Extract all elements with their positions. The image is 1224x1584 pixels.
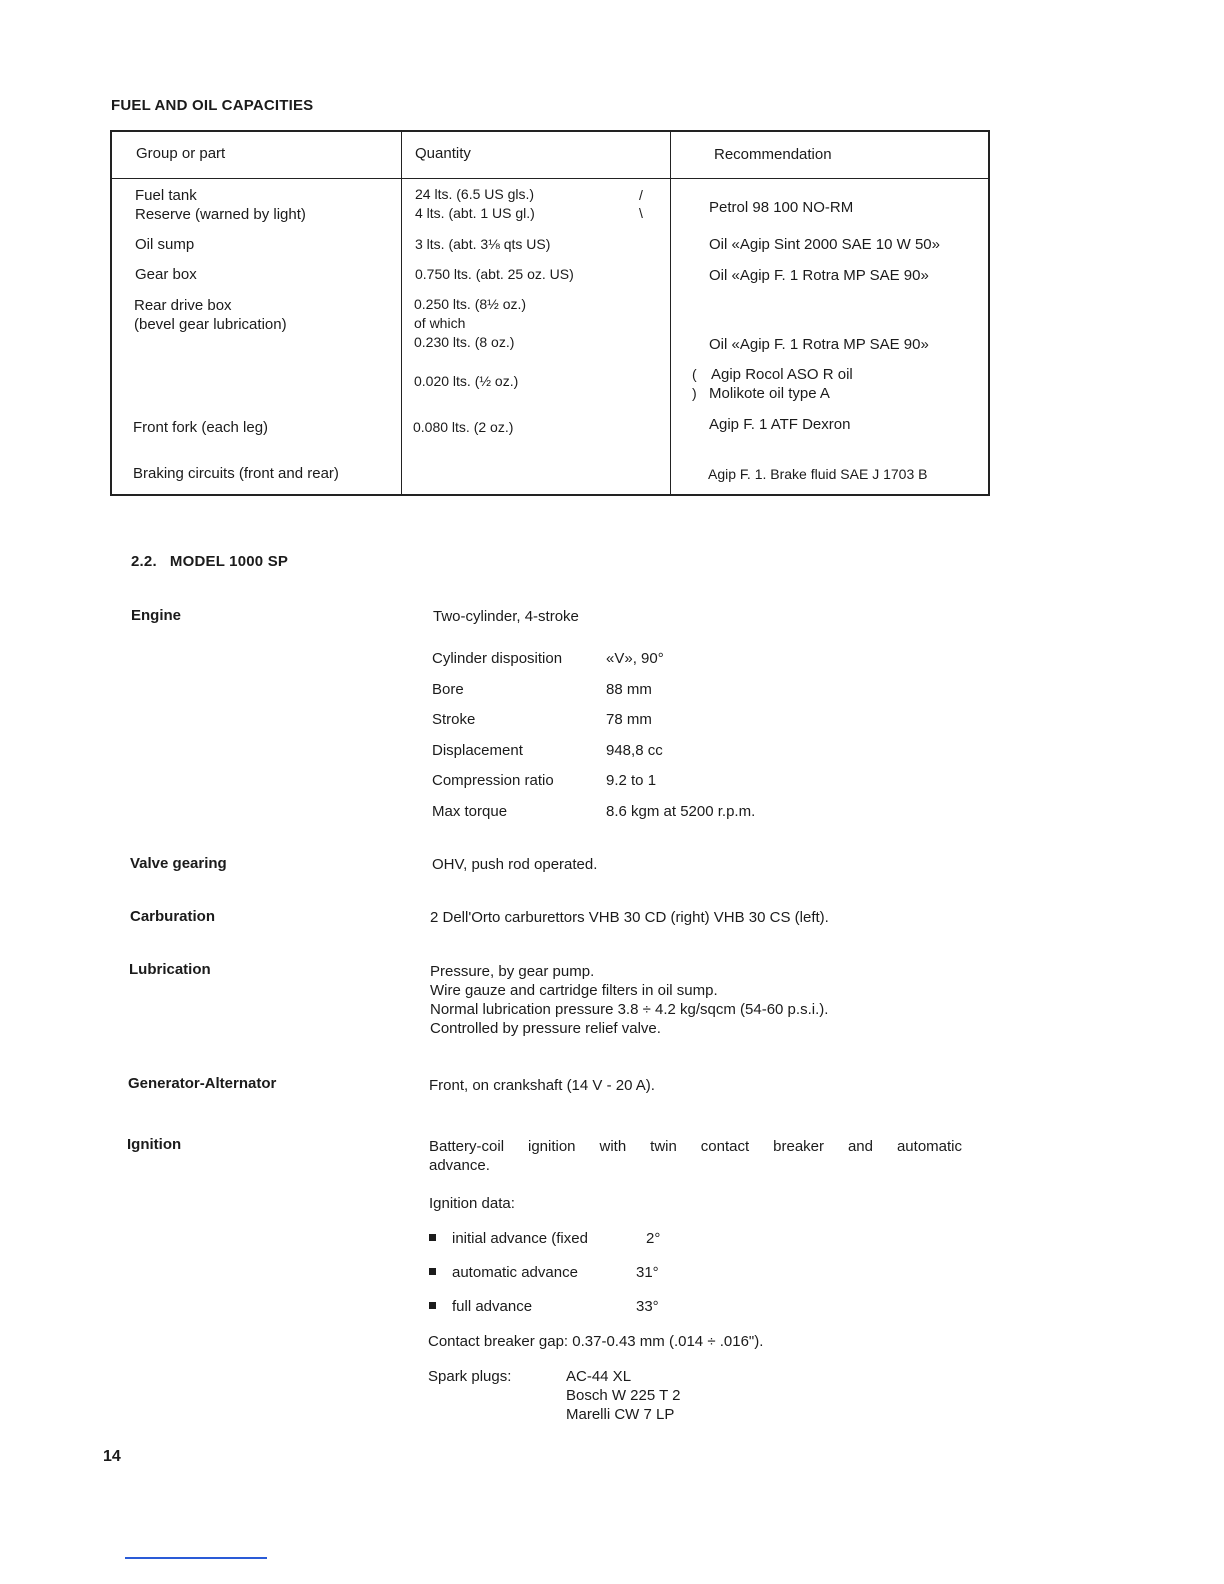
header-recommendation: Recommendation bbox=[714, 146, 832, 163]
rear-drive-of-which: of which bbox=[414, 315, 466, 331]
spec-key: Stroke bbox=[432, 711, 476, 728]
oil-sump-recommendation: Oil «Agip Sint 2000 SAE 10 W 50» bbox=[709, 236, 940, 253]
ignition-item-value: 33° bbox=[636, 1298, 659, 1315]
reserve-quantity: 4 lts. (abt. 1 US gl.) bbox=[415, 205, 535, 221]
carburation-text: 2 Dell'Orto carburettors VHB 30 CD (right) VHB 30 CS (left). bbox=[430, 909, 829, 926]
brace-top-icon: / bbox=[639, 187, 643, 203]
header-quantity: Quantity bbox=[415, 145, 471, 162]
oil-sump-quantity: 3 lts. (abt. 3⅛ qts US) bbox=[415, 236, 551, 252]
spark-plug: Marelli CW 7 LP bbox=[566, 1406, 675, 1423]
capacities-title: FUEL AND OIL CAPACITIES bbox=[111, 97, 314, 114]
rear-drive-recommendation-alt: Molikote oil type A bbox=[709, 385, 830, 402]
rear-drive-recommendation: Oil «Agip F. 1 Rotra MP SAE 90» bbox=[709, 336, 929, 353]
brace-bottom-icon: ) bbox=[692, 385, 697, 401]
ignition-data-label: Ignition data: bbox=[429, 1195, 515, 1212]
spec-key: Compression ratio bbox=[432, 772, 554, 789]
rear-drive-sublabel: (bevel gear lubrication) bbox=[134, 316, 287, 333]
spec-value: 9.2 to 1 bbox=[606, 772, 657, 789]
fuel-tank-quantity: 24 lts. (6.5 US gls.) bbox=[415, 186, 535, 202]
brace-bottom-icon: \ bbox=[639, 205, 643, 221]
spec-value: 88 mm bbox=[606, 681, 652, 698]
ignition-item-value: 2° bbox=[646, 1230, 661, 1247]
capacities-table bbox=[110, 130, 990, 496]
ignition-text-cont: advance. bbox=[429, 1157, 490, 1174]
ignition-item-key: automatic advance bbox=[452, 1264, 578, 1281]
gear-box-label: Gear box bbox=[135, 266, 197, 283]
lubrication-text bbox=[430, 962, 828, 1038]
fuel-tank-label: Fuel tank bbox=[135, 187, 197, 204]
model-heading: 2.2. MODEL 1000 SP bbox=[131, 553, 289, 570]
engine-type: Two-cylinder, 4-stroke bbox=[433, 608, 579, 625]
spark-plug: Bosch W 225 T 2 bbox=[566, 1387, 681, 1404]
bullet-icon bbox=[429, 1268, 436, 1275]
generator-label: Generator-Alternator bbox=[128, 1075, 277, 1092]
fuel-recommendation: Petrol 98 100 NO-RM bbox=[709, 199, 854, 216]
ignition-item-key: full advance bbox=[452, 1298, 533, 1315]
column-divider bbox=[670, 132, 671, 494]
footer-rule bbox=[125, 1557, 267, 1559]
front-fork-label: Front fork (each leg) bbox=[133, 419, 269, 436]
braking-label: Braking circuits (front and rear) bbox=[133, 465, 339, 482]
bullet-icon bbox=[429, 1234, 436, 1241]
rear-drive-quantity-grease: 0.020 lts. (½ oz.) bbox=[414, 373, 519, 389]
lubrication-line: Controlled by pressure relief valve. bbox=[430, 1020, 661, 1037]
header-divider bbox=[112, 178, 988, 179]
bullet-icon bbox=[429, 1302, 436, 1309]
front-fork-recommendation: Agip F. 1 ATF Dexron bbox=[709, 416, 851, 433]
spec-value: 78 mm bbox=[606, 711, 652, 728]
front-fork-quantity: 0.080 lts. (2 oz.) bbox=[413, 419, 514, 435]
lubrication-line: Wire gauze and cartridge filters in oil sump. bbox=[430, 982, 718, 999]
column-divider bbox=[401, 132, 402, 494]
header-group: Group or part bbox=[136, 145, 226, 162]
spec-key: Max torque bbox=[432, 803, 508, 820]
page-number: 14 bbox=[103, 1448, 121, 1465]
spec-value: 948,8 cc bbox=[606, 742, 663, 759]
oil-sump-label: Oil sump bbox=[135, 236, 195, 253]
spec-value: «V», 90° bbox=[606, 650, 664, 667]
list-item bbox=[429, 1263, 578, 1282]
list-item bbox=[429, 1297, 532, 1316]
ignition-item-value: 31° bbox=[636, 1264, 659, 1281]
lubrication-line: Normal lubrication pressure 3.8 ÷ 4.2 kg/sqcm (54-60 p.s.i.). bbox=[430, 1001, 829, 1018]
spec-key: Cylinder disposition bbox=[432, 650, 563, 667]
generator-text: Front, on crankshaft (14 V - 20 A). bbox=[429, 1077, 655, 1094]
spark-plug: AC-44 XL bbox=[566, 1368, 632, 1385]
valve-gearing-text: OHV, push rod operated. bbox=[432, 856, 598, 873]
ignition-text: Battery-coil ignition with twin contact breaker and automatic bbox=[429, 1138, 962, 1155]
carburation-label: Carburation bbox=[130, 908, 216, 925]
spark-plugs-list bbox=[566, 1367, 681, 1424]
reserve-label: Reserve (warned by light) bbox=[135, 206, 306, 223]
braking-recommendation: Agip F. 1. Brake fluid SAE J 1703 B bbox=[708, 466, 928, 482]
brace-top-icon: ( bbox=[692, 366, 697, 382]
spec-value: 8.6 kgm at 5200 r.p.m. bbox=[606, 803, 756, 820]
rear-drive-label: Rear drive box bbox=[134, 297, 232, 314]
list-item bbox=[429, 1229, 588, 1248]
spark-plugs-label: Spark plugs: bbox=[428, 1368, 512, 1385]
lubrication-label: Lubrication bbox=[129, 961, 211, 978]
rear-drive-recommendation-alt: Agip Rocol ASO R oil bbox=[711, 366, 853, 383]
engine-label: Engine bbox=[131, 607, 182, 624]
spec-key: Displacement bbox=[432, 742, 523, 759]
spec-key: Bore bbox=[432, 681, 464, 698]
valve-gearing-label: Valve gearing bbox=[130, 855, 227, 872]
ignition-item-key: initial advance (fixed bbox=[452, 1230, 588, 1247]
rear-drive-quantity: 0.250 lts. (8½ oz.) bbox=[414, 296, 527, 312]
lubrication-line: Pressure, by gear pump. bbox=[430, 963, 595, 980]
contact-breaker-gap: Contact breaker gap: 0.37-0.43 mm (.014 ÷ .016"). bbox=[428, 1333, 764, 1350]
gear-box-recommendation: Oil «Agip F. 1 Rotra MP SAE 90» bbox=[709, 267, 929, 284]
gear-box-quantity: 0.750 lts. (abt. 25 oz. US) bbox=[415, 266, 574, 282]
rear-drive-quantity-oil: 0.230 lts. (8 oz.) bbox=[414, 334, 515, 350]
ignition-label: Ignition bbox=[127, 1136, 182, 1153]
